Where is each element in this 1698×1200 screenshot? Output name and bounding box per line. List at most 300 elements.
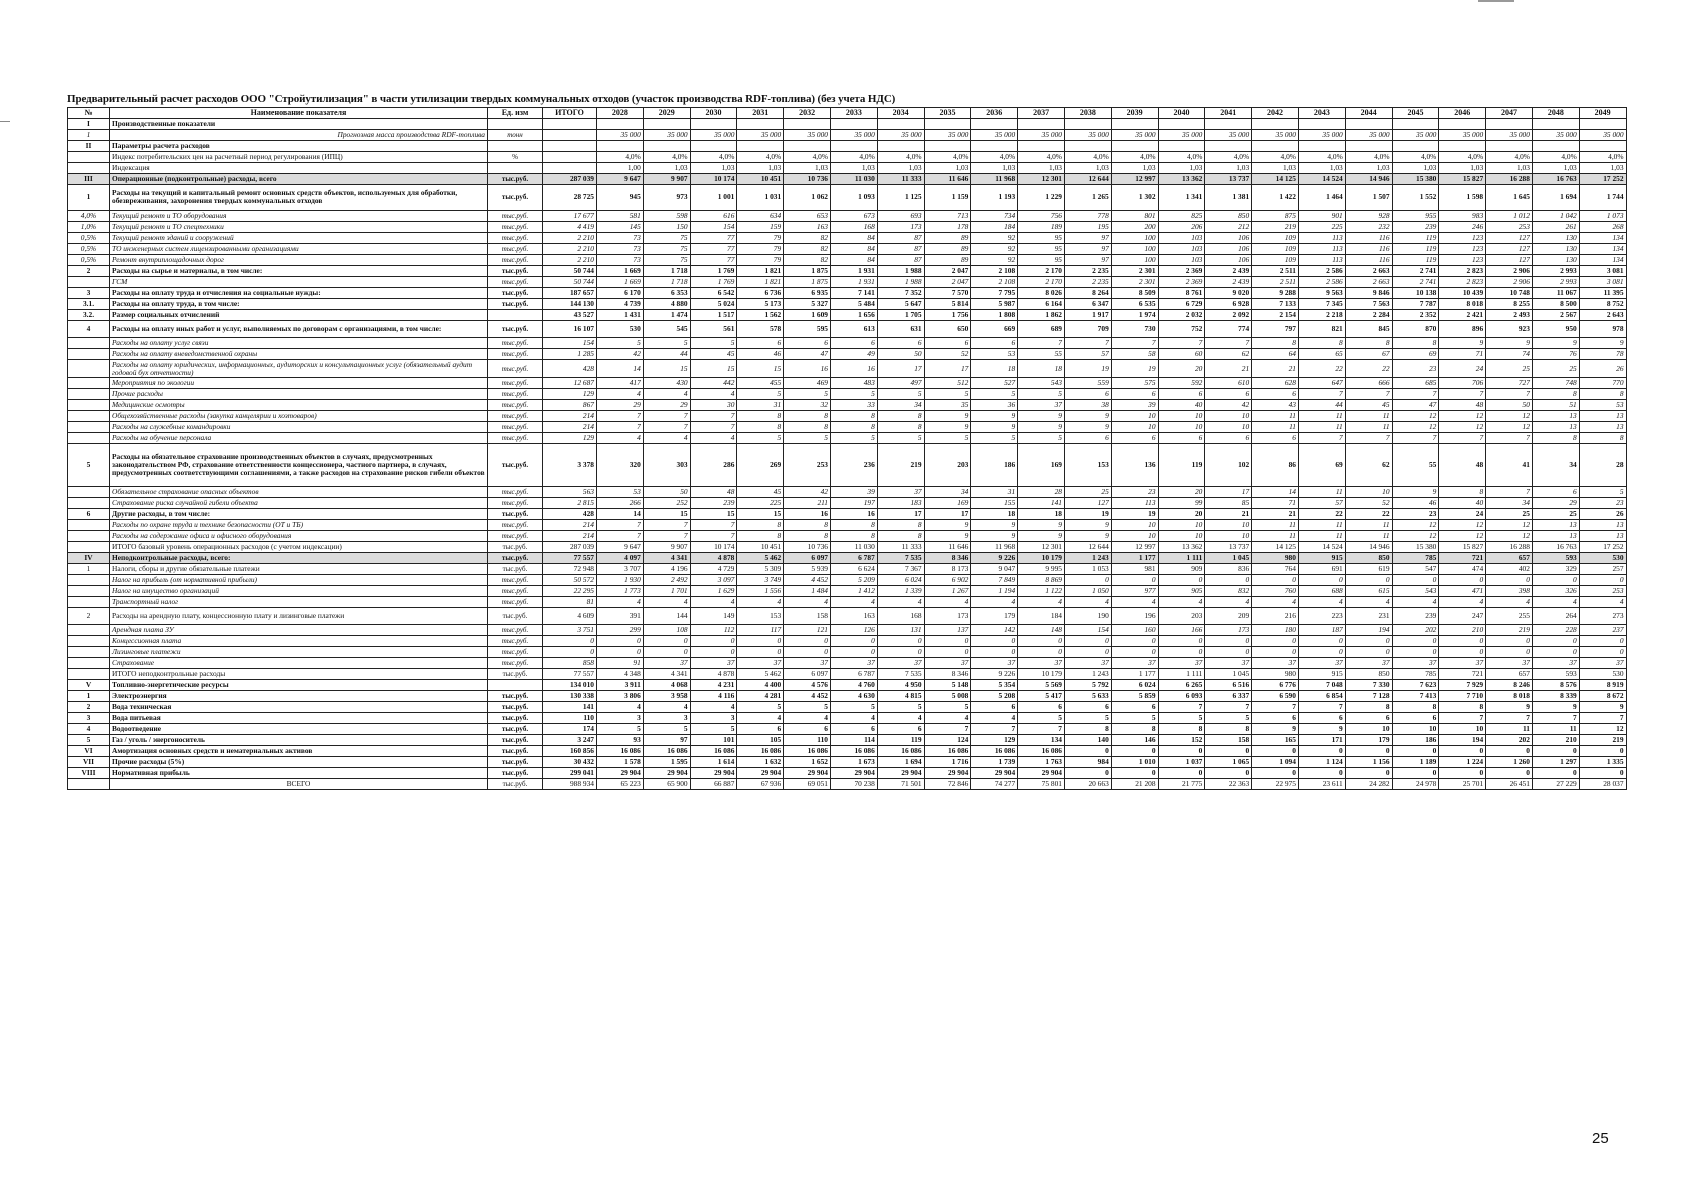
year-value-cell: 19 (1064, 360, 1111, 378)
year-value-cell: 0 (1486, 746, 1533, 757)
year-value-cell: 22 (1298, 360, 1345, 378)
year-value-cell: 1 012 (1486, 210, 1533, 221)
year-value-cell: 6 024 (1111, 680, 1158, 691)
year-value-cell: 89 (924, 232, 971, 243)
year-value-cell: 3 097 (690, 574, 737, 585)
header-cell: 2035 (924, 108, 971, 119)
year-value-cell: 40 (1158, 400, 1205, 411)
year-value-cell: 721 (1439, 552, 1486, 563)
year-value-cell: 16 086 (643, 746, 690, 757)
year-value-cell: 5 633 (1064, 691, 1111, 702)
year-value-cell: 126 (830, 625, 877, 636)
row-name-cell: Расходы на текущий и капитальный ремонт основных средств объектов, используемых для обработки, обезвреживания, захоронения твердых коммунальных отходов (110, 185, 488, 211)
year-value-cell: 1 694 (1532, 185, 1579, 211)
year-value-cell: 4,0% (877, 152, 924, 163)
year-value-cell: 21 775 (1158, 779, 1205, 790)
year-value-cell: 4,0% (971, 152, 1018, 163)
row-number-cell (68, 349, 110, 360)
row-number-cell: 1 (68, 563, 110, 574)
year-value-cell (690, 119, 737, 130)
year-value-cell: 35 (924, 400, 971, 411)
year-value-cell: 4 (690, 596, 737, 607)
year-value-cell: 4 (597, 389, 644, 400)
row-number-cell (68, 669, 110, 680)
year-value-cell: 109 (1252, 232, 1299, 243)
row-unit-cell: тыс.руб. (488, 519, 543, 530)
year-value-cell: 6 (1018, 702, 1065, 713)
year-value-cell: 6 787 (830, 669, 877, 680)
year-value-cell: 980 (1252, 669, 1299, 680)
year-value-cell: 14 125 (1252, 541, 1299, 552)
year-value-cell: 6 (877, 338, 924, 349)
year-value-cell: 7 563 (1345, 298, 1392, 309)
year-value-cell: 9 226 (971, 552, 1018, 563)
row-name-cell: Нормативная прибыль (110, 768, 488, 779)
year-value-cell: 4 950 (877, 680, 924, 691)
row-unit-cell: тыс.руб. (488, 658, 543, 669)
year-value-cell: 20 (1158, 486, 1205, 497)
row-total-cell: 214 (543, 519, 597, 530)
row-name-cell: Вода питьевая (110, 713, 488, 724)
year-value-cell (877, 141, 924, 152)
year-value-cell: 6 624 (830, 563, 877, 574)
year-value-cell: 0 (1392, 768, 1439, 779)
year-value-cell: 530 (1579, 552, 1626, 563)
year-value-cell: 977 (1111, 585, 1158, 596)
year-value-cell: 2 154 (1252, 309, 1299, 320)
row-name-cell: Налог на имущество организаций (110, 585, 488, 596)
year-value-cell: 8 255 (1486, 298, 1533, 309)
year-value-cell: 0 (1579, 746, 1626, 757)
year-value-cell: 1 339 (877, 585, 924, 596)
year-value-cell: 928 (1345, 210, 1392, 221)
year-value-cell: 84 (830, 254, 877, 265)
year-value-cell: 1 669 (597, 276, 644, 287)
row-unit-cell: тыс.руб. (488, 497, 543, 508)
year-value-cell: 6 902 (924, 574, 971, 585)
year-value-cell: 114 (830, 735, 877, 746)
year-value-cell: 159 (737, 221, 784, 232)
year-value-cell: 4,0% (1205, 152, 1252, 163)
year-value-cell: 8 (1252, 338, 1299, 349)
year-value-cell: 4 348 (597, 669, 644, 680)
year-value-cell: 72 846 (924, 779, 971, 790)
year-value-cell: 10 138 (1392, 287, 1439, 298)
year-value-cell: 261 (1532, 221, 1579, 232)
year-value-cell: 901 (1298, 210, 1345, 221)
year-value-cell: 1 094 (1252, 757, 1299, 768)
year-value-cell: 10 (1205, 422, 1252, 433)
year-value-cell: 2 047 (924, 265, 971, 276)
row-total-cell: 30 432 (543, 757, 597, 768)
year-value-cell: 0 (830, 636, 877, 647)
year-value-cell: 8 246 (1486, 680, 1533, 691)
year-value-cell: 770 (1579, 378, 1626, 389)
year-value-cell: 981 (1111, 563, 1158, 574)
year-value-cell: 16 288 (1486, 541, 1533, 552)
year-value-cell: 9 (1064, 519, 1111, 530)
year-value-cell: 37 (877, 486, 924, 497)
year-value-cell: 129 (971, 735, 1018, 746)
row-number-cell: 2 (68, 607, 110, 625)
year-value-cell: 5 209 (830, 574, 877, 585)
year-value-cell: 37 (1486, 658, 1533, 669)
year-value-cell: 23 (1111, 486, 1158, 497)
year-value-cell: 5 (597, 724, 644, 735)
header-cell: Наименование показателя (110, 108, 488, 119)
year-value-cell: 119 (877, 735, 924, 746)
row-number-cell: 0,5% (68, 243, 110, 254)
year-value-cell: 721 (1439, 669, 1486, 680)
row-name-cell: ТО инженерных систем лицензированными организациями (110, 243, 488, 254)
year-value-cell: 97 (1064, 232, 1111, 243)
row-name-cell: Прогнозная масса производства RDF-топлива (110, 130, 488, 141)
year-value-cell: 3 958 (643, 691, 690, 702)
year-value-cell: 11 067 (1532, 287, 1579, 298)
year-value-cell: 471 (1439, 585, 1486, 596)
year-value-cell: 37 (643, 658, 690, 669)
year-value-cell: 4 (737, 596, 784, 607)
row-total-cell: 154 (543, 338, 597, 349)
year-value-cell: 77 (690, 243, 737, 254)
year-value-cell: 48 (1439, 400, 1486, 411)
year-value-cell (1486, 119, 1533, 130)
year-value-cell: 752 (1158, 320, 1205, 338)
year-value-cell: 31 (971, 486, 1018, 497)
year-value-cell: 7 (690, 422, 737, 433)
year-value-cell: 4 576 (784, 680, 831, 691)
year-value-cell: 12 (1392, 530, 1439, 541)
year-value-cell: 7 (1392, 389, 1439, 400)
year-value-cell: 65 (1298, 349, 1345, 360)
year-value-cell: 613 (830, 320, 877, 338)
year-value-cell (643, 119, 690, 130)
year-value-cell: 1,03 (643, 163, 690, 174)
year-value-cell: 0 (1252, 574, 1299, 585)
year-value-cell: 1 050 (1064, 585, 1111, 596)
year-value-cell: 10 (1205, 411, 1252, 422)
year-value-cell: 173 (877, 221, 924, 232)
year-value-cell: 141 (1018, 497, 1065, 508)
year-value-cell: 6 (924, 338, 971, 349)
row-unit-cell: тыс.руб. (488, 400, 543, 411)
year-value-cell: 25 (1486, 508, 1533, 519)
year-value-cell: 71 (1439, 349, 1486, 360)
year-value-cell: 202 (1486, 735, 1533, 746)
year-value-cell: 5 (643, 338, 690, 349)
year-value-cell: 0 (1439, 636, 1486, 647)
year-value-cell: 7 (643, 411, 690, 422)
year-value-cell: 2 511 (1252, 265, 1299, 276)
year-value-cell: 10 179 (1018, 669, 1065, 680)
year-value-cell: 21 (1252, 508, 1299, 519)
year-value-cell: 10 (1392, 724, 1439, 735)
table-row (68, 265, 1627, 276)
row-name-cell: ВСЕГО (110, 779, 488, 790)
year-value-cell: 5 (690, 338, 737, 349)
row-total-cell (543, 130, 597, 141)
year-value-cell: 1 773 (597, 585, 644, 596)
year-value-cell: 106 (1205, 232, 1252, 243)
header-cell: 2047 (1486, 108, 1533, 119)
year-value-cell: 15 (737, 508, 784, 519)
year-value-cell: 7 (690, 530, 737, 541)
year-value-cell: 7 133 (1252, 298, 1299, 309)
year-value-cell: 845 (1345, 320, 1392, 338)
table-row (68, 552, 1627, 563)
year-value-cell: 12 (1439, 519, 1486, 530)
year-value-cell: 1,03 (784, 163, 831, 174)
year-value-cell: 45 (737, 486, 784, 497)
year-value-cell: 7 623 (1392, 680, 1439, 691)
row-total-cell: 129 (543, 389, 597, 400)
year-value-cell: 73 (597, 232, 644, 243)
year-value-cell: 102 (1205, 444, 1252, 487)
year-value-cell: 9 (1392, 486, 1439, 497)
year-value-cell: 801 (1111, 210, 1158, 221)
row-total-cell: 50 744 (543, 265, 597, 276)
row-unit-cell: тыс.руб. (488, 254, 543, 265)
year-value-cell: 6 (971, 702, 1018, 713)
table-row (68, 309, 1627, 320)
year-value-cell: 4 (690, 389, 737, 400)
year-value-cell: 173 (1205, 625, 1252, 636)
year-value-cell: 7 (1579, 713, 1626, 724)
year-value-cell: 51 (1532, 400, 1579, 411)
year-value-cell: 0 (643, 636, 690, 647)
year-value-cell: 774 (1205, 320, 1252, 338)
row-number-cell (68, 585, 110, 596)
year-value-cell: 154 (690, 221, 737, 232)
year-value-cell: 30 (690, 400, 737, 411)
year-value-cell: 136 (1111, 444, 1158, 487)
year-value-cell: 35 000 (1439, 130, 1486, 141)
year-value-cell: 28 (1579, 444, 1626, 487)
year-value-cell: 82 (784, 243, 831, 254)
year-value-cell: 108 (643, 625, 690, 636)
year-value-cell: 119 (1392, 232, 1439, 243)
year-value-cell: 14 (1252, 486, 1299, 497)
year-value-cell: 16 086 (737, 746, 784, 757)
year-value-cell: 8 (784, 422, 831, 433)
row-number-cell: VI (68, 746, 110, 757)
year-value-cell (1252, 119, 1299, 130)
table-row (68, 141, 1627, 152)
year-value-cell: 37 (1532, 658, 1579, 669)
year-value-cell: 50 (1486, 400, 1533, 411)
year-value-cell: 15 (737, 360, 784, 378)
year-value-cell: 8 (784, 411, 831, 422)
row-number-cell: 1,0% (68, 221, 110, 232)
year-value-cell: 58 (1111, 349, 1158, 360)
year-value-cell: 13 737 (1205, 174, 1252, 185)
header-cell: ИТОГО (543, 108, 597, 119)
year-value-cell: 29 904 (877, 768, 924, 779)
year-value-cell: 915 (1298, 552, 1345, 563)
table-row (68, 486, 1627, 497)
year-value-cell: 1 629 (690, 585, 737, 596)
table-row (68, 119, 1627, 130)
row-unit-cell: тыс.руб. (488, 647, 543, 658)
year-value-cell: 0 (1111, 574, 1158, 585)
year-value-cell: 650 (924, 320, 971, 338)
year-value-cell: 0 (1532, 768, 1579, 779)
year-value-cell: 11 (1345, 530, 1392, 541)
row-unit-cell (488, 163, 543, 174)
year-value-cell: 870 (1392, 320, 1439, 338)
row-name-cell: Текущий ремонт и ТО оборудования (110, 210, 488, 221)
year-value-cell: 237 (1579, 625, 1626, 636)
year-value-cell: 8 (784, 519, 831, 530)
year-value-cell: 1 229 (1018, 185, 1065, 211)
row-total-cell: 0 (543, 647, 597, 658)
year-value-cell: 42 (784, 486, 831, 497)
row-total-cell: 988 934 (543, 779, 597, 790)
row-name-cell: Расходы по охране труда и технике безопасности (ОТ и ТБ) (110, 519, 488, 530)
year-value-cell: 0 (1111, 647, 1158, 658)
header-cell: 2036 (971, 108, 1018, 119)
year-value-cell: 103 (1158, 254, 1205, 265)
row-number-cell (68, 433, 110, 444)
year-value-cell: 8 (1392, 702, 1439, 713)
year-value-cell: 1 474 (643, 309, 690, 320)
year-value-cell: 0 (1532, 636, 1579, 647)
year-value-cell: 197 (830, 497, 877, 508)
year-value-cell: 1 875 (784, 265, 831, 276)
year-value-cell (1579, 141, 1626, 152)
table-row (68, 647, 1627, 658)
year-value-cell: 610 (1205, 378, 1252, 389)
year-value-cell: 6 170 (597, 287, 644, 298)
row-name-cell: Расходы на обязательное страхование производственных объектов в случаях, предусмотренных законодательством РФ, страхование ответственности концессионера, частного партнера, в случаях, предусмотренных соответствующими соглашениями, а также расходов на страхование рисков гибели объектов (110, 444, 488, 487)
year-value-cell: 4 (924, 596, 971, 607)
year-value-cell: 5 (877, 702, 924, 713)
year-value-cell (1532, 141, 1579, 152)
year-value-cell: 130 (1532, 243, 1579, 254)
header-cell: 2041 (1205, 108, 1252, 119)
year-value-cell: 65 223 (597, 779, 644, 790)
year-value-cell: 909 (1158, 563, 1205, 574)
year-value-cell: 49 (830, 349, 877, 360)
year-value-cell: 1 065 (1205, 757, 1252, 768)
year-value-cell: 559 (1064, 378, 1111, 389)
year-value-cell: 6 (1205, 433, 1252, 444)
year-value-cell (1205, 119, 1252, 130)
year-value-cell: 430 (643, 378, 690, 389)
row-name-cell: Налог на прибыль (от нормативной прибыли) (110, 574, 488, 585)
year-value-cell: 8 (1064, 724, 1111, 735)
year-value-cell: 9 (971, 519, 1018, 530)
year-value-cell: 73 (597, 254, 644, 265)
year-value-cell: 1,03 (1486, 163, 1533, 174)
year-value-cell: 7 (1018, 338, 1065, 349)
year-value-cell: 4 (1158, 596, 1205, 607)
year-value-cell: 4 739 (597, 298, 644, 309)
year-value-cell: 850 (1205, 210, 1252, 221)
year-value-cell (971, 119, 1018, 130)
year-value-cell: 6 787 (830, 552, 877, 563)
year-value-cell: 178 (924, 221, 971, 232)
year-value-cell: 9 (1018, 519, 1065, 530)
year-value-cell: 619 (1345, 563, 1392, 574)
row-total-cell: 2 210 (543, 254, 597, 265)
year-value-cell: 4 452 (784, 691, 831, 702)
year-value-cell: 12 (1579, 724, 1626, 735)
year-value-cell: 595 (784, 320, 831, 338)
year-value-cell: 7 (971, 724, 1018, 735)
table-row (68, 497, 1627, 508)
year-value-cell: 66 887 (690, 779, 737, 790)
year-value-cell: 92 (971, 254, 1018, 265)
year-value-cell: 0 (830, 647, 877, 658)
year-value-cell: 169 (924, 497, 971, 508)
year-value-cell: 4 (971, 713, 1018, 724)
table-row (68, 130, 1627, 141)
year-value-cell: 1,03 (737, 163, 784, 174)
row-name-cell: Прочие расходы (5%) (110, 757, 488, 768)
year-value-cell: 1 974 (1111, 309, 1158, 320)
year-value-cell: 0 (1439, 746, 1486, 757)
year-value-cell: 5 (877, 433, 924, 444)
year-value-cell: 1 189 (1392, 757, 1439, 768)
year-value-cell: 23 (1579, 497, 1626, 508)
row-unit-cell: тыс.руб. (488, 243, 543, 254)
year-value-cell: 35 000 (1345, 130, 1392, 141)
year-value-cell: 5 792 (1064, 680, 1111, 691)
row-name-cell: Расходы на оплату вневедомственной охраны (110, 349, 488, 360)
header-cell: 2040 (1158, 108, 1205, 119)
year-value-cell: 8 339 (1532, 691, 1579, 702)
row-unit-cell: тыс.руб. (488, 607, 543, 625)
year-value-cell: 0 (690, 647, 737, 658)
year-value-cell: 21 208 (1111, 779, 1158, 790)
year-value-cell: 9 (1018, 422, 1065, 433)
year-value-cell: 598 (643, 210, 690, 221)
year-value-cell: 6 935 (784, 287, 831, 298)
year-value-cell: 1,03 (830, 163, 877, 174)
year-value-cell: 4,0% (1064, 152, 1111, 163)
year-value-cell: 219 (1486, 625, 1533, 636)
table-row (68, 607, 1627, 625)
year-value-cell: 628 (1252, 378, 1299, 389)
year-value-cell: 1 156 (1345, 757, 1392, 768)
row-unit-cell (488, 680, 543, 691)
year-value-cell: 1 862 (1018, 309, 1065, 320)
year-value-cell: 4 630 (830, 691, 877, 702)
table-row (68, 378, 1627, 389)
year-value-cell: 2 108 (971, 265, 1018, 276)
row-total-cell: 1 285 (543, 349, 597, 360)
year-value-cell: 18 (1018, 508, 1065, 519)
year-value-cell: 0 (1532, 746, 1579, 757)
year-value-cell: 9 846 (1345, 287, 1392, 298)
row-unit-cell: тыс.руб. (488, 768, 543, 779)
year-value-cell: 6 (830, 338, 877, 349)
year-value-cell: 9 (924, 422, 971, 433)
year-value-cell (1298, 141, 1345, 152)
year-value-cell: 16 086 (971, 746, 1018, 757)
year-value-cell: 34 (924, 486, 971, 497)
page-number: 25 (1592, 1130, 1609, 1147)
row-number-cell: 2 (68, 702, 110, 713)
year-value-cell: 2 741 (1392, 265, 1439, 276)
year-value-cell: 74 (1486, 349, 1533, 360)
year-value-cell: 106 (1205, 243, 1252, 254)
year-value-cell: 4 (1579, 596, 1626, 607)
year-value-cell: 7 535 (877, 669, 924, 680)
year-value-cell (597, 119, 644, 130)
year-value-cell: 0 (1018, 647, 1065, 658)
